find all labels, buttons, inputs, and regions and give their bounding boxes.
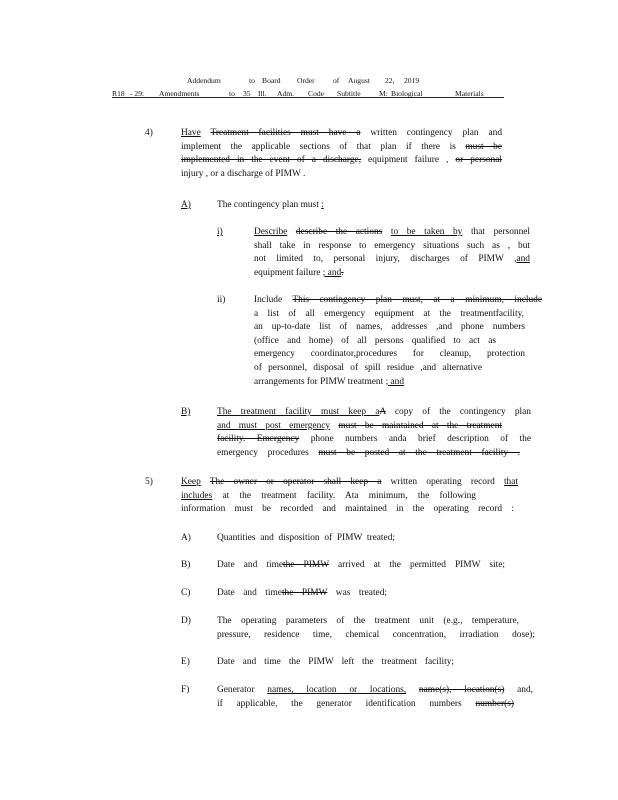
item-5C-label: C)	[181, 588, 191, 598]
text: shall take in response to emergency situations such as , but	[254, 240, 530, 251]
deleted-text: must be maintained at the treatment	[338, 420, 502, 431]
header-rule	[112, 97, 504, 98]
text: information must be recorded and maintained in the operating record :	[181, 504, 514, 515]
text: Date and time	[217, 560, 284, 570]
text: pressure, residence time, chemical concentration, irradiation dose);	[217, 629, 535, 640]
deleted-text: the PIMW	[281, 588, 328, 598]
header-word: Amendments	[159, 89, 200, 98]
item-4Aii-paragraph	[254, 294, 542, 389]
text: equipment failure ,	[368, 155, 449, 166]
text: and,	[517, 685, 534, 695]
item-4A-label: A)	[181, 200, 191, 210]
inserted-text: :	[321, 200, 324, 210]
text: Generator	[217, 685, 255, 695]
header-word: 22,	[385, 76, 395, 85]
inserted-text: Have	[181, 128, 201, 138]
inserted-text: Describe	[254, 227, 288, 237]
item-5B-label: B)	[181, 560, 191, 570]
item-5-number: 5)	[145, 477, 153, 487]
text: a list of all emergency equipment at the treatmentfacility,	[254, 308, 524, 319]
header-word: Order	[297, 76, 315, 85]
text: emergency coordinator,procedures for cleanup, protection	[254, 349, 525, 360]
header-word: 2019	[404, 76, 420, 85]
inserted-text: names, location or locations,	[267, 685, 407, 695]
text: copy of the contingency plan	[394, 407, 531, 417]
inserted-text: to be taken by	[390, 227, 463, 237]
deleted-text: number(s)	[475, 698, 514, 709]
text: an up-to-date list of names, addresses ,and phone numbers	[254, 322, 525, 333]
text: written operating record	[390, 477, 495, 487]
item-5E-label: E)	[181, 657, 190, 667]
item-4Ai-paragraph	[254, 226, 530, 280]
text: implement the applicable sections of that plan if there is	[181, 141, 456, 152]
header-word: M:	[379, 89, 388, 98]
item-4-number: 4)	[145, 128, 153, 138]
item-5F-paragraph	[217, 684, 533, 711]
deleted-text: This contingency plan must, at a minimum, include	[292, 295, 542, 305]
inserted-text: ; and	[385, 376, 405, 387]
text: equipment failure	[254, 267, 321, 278]
deleted-text: A	[379, 407, 386, 417]
header-word: to	[229, 89, 235, 98]
text: written contingency plan and	[370, 128, 503, 138]
text: phone numbers anda brief description of the	[310, 434, 531, 445]
text: Quantities and disposition of PIMW treated;	[217, 533, 395, 543]
text: if applicable, the generator identification numbers	[217, 698, 462, 709]
header-word: R18	[112, 89, 125, 98]
inserted-text: that	[503, 477, 519, 487]
header-word: Adm.	[277, 89, 295, 98]
text: not limited to, personal injury, discharges of PIMW ,	[254, 254, 517, 265]
text: Include	[254, 295, 283, 305]
text: of personnel, disposal of spill residue ,and alternative	[254, 362, 482, 373]
document-header	[0, 0, 618, 100]
inserted-text: and	[516, 254, 530, 265]
item-5D-label: D)	[181, 616, 191, 626]
inserted-text: and must post emergency	[217, 420, 331, 431]
text: arrived at the permitted PIMW site;	[337, 560, 505, 570]
inserted-text: ; and	[322, 267, 342, 278]
item-4Aii-label: ii)	[217, 295, 226, 305]
header-word: Subtitle	[337, 89, 361, 98]
deleted-text: facility. Emergency	[217, 434, 300, 445]
item-5D-paragraph	[217, 615, 535, 642]
deleted-text: or personal	[455, 155, 502, 166]
header-word: Code	[308, 89, 325, 98]
text: was treated;	[335, 588, 388, 598]
text: injury , or a discharge of PIMW .	[181, 168, 306, 179]
deleted-text: must be	[465, 141, 503, 152]
text: The contingency plan must	[217, 200, 322, 210]
header-word: 35	[243, 89, 251, 98]
item-5A-label: A)	[181, 533, 191, 543]
item-4B-paragraph	[217, 406, 531, 460]
item-4-paragraph	[181, 127, 502, 181]
header-word: Biological	[391, 89, 423, 98]
deleted-text: Treatment facilities must have a	[210, 128, 361, 138]
inserted-text: Keep	[181, 477, 201, 487]
deleted-text: the PIMW	[283, 560, 329, 570]
text: Date and time the PIMW left the treatment facility;	[217, 657, 454, 667]
item-5-paragraph	[181, 476, 518, 517]
inserted-text: The treatment facility must keep a	[217, 407, 380, 417]
deleted-text: must be posted at the treatment facility .	[318, 447, 521, 458]
deleted-text: implemented in the event of a discharge,	[181, 155, 362, 166]
item-5E-text	[217, 656, 454, 670]
header-word: Addendum	[187, 76, 221, 85]
item-4A-text	[217, 199, 324, 213]
item-4B-label: B)	[181, 407, 191, 417]
header-word: August	[348, 76, 370, 85]
text: The operating parameters of the treatment unit (e.g., temperature,	[217, 616, 519, 626]
text: at the treatment facility. Ata minimum, the following	[222, 490, 476, 501]
header-word: Materials	[455, 89, 484, 98]
text: (office and home) of all persons qualified to act as	[254, 335, 496, 346]
text: arrangements for PIMW treatment	[254, 376, 384, 387]
deleted-text: .	[341, 267, 344, 278]
item-5A-text	[217, 532, 395, 546]
text: Date and time	[217, 588, 282, 598]
deleted-text: describe the actions	[295, 227, 383, 237]
header-word: of	[333, 76, 340, 85]
inserted-text: includes	[181, 490, 213, 501]
header-word: - 29:	[130, 89, 145, 98]
item-5F-label: F)	[181, 685, 190, 695]
text: emergency procedures	[217, 447, 309, 458]
text: that personnel	[470, 227, 531, 237]
header-word: Board	[262, 76, 281, 85]
deleted-text: name(s), location(s)	[418, 685, 505, 695]
deleted-text: The owner or operator shall keep a	[209, 477, 382, 487]
item-5C-text	[217, 587, 387, 601]
item-4Ai-label: i)	[217, 227, 223, 237]
item-5B-text	[217, 559, 505, 573]
header-word: Ill.	[258, 89, 267, 98]
header-word: to	[249, 76, 255, 85]
